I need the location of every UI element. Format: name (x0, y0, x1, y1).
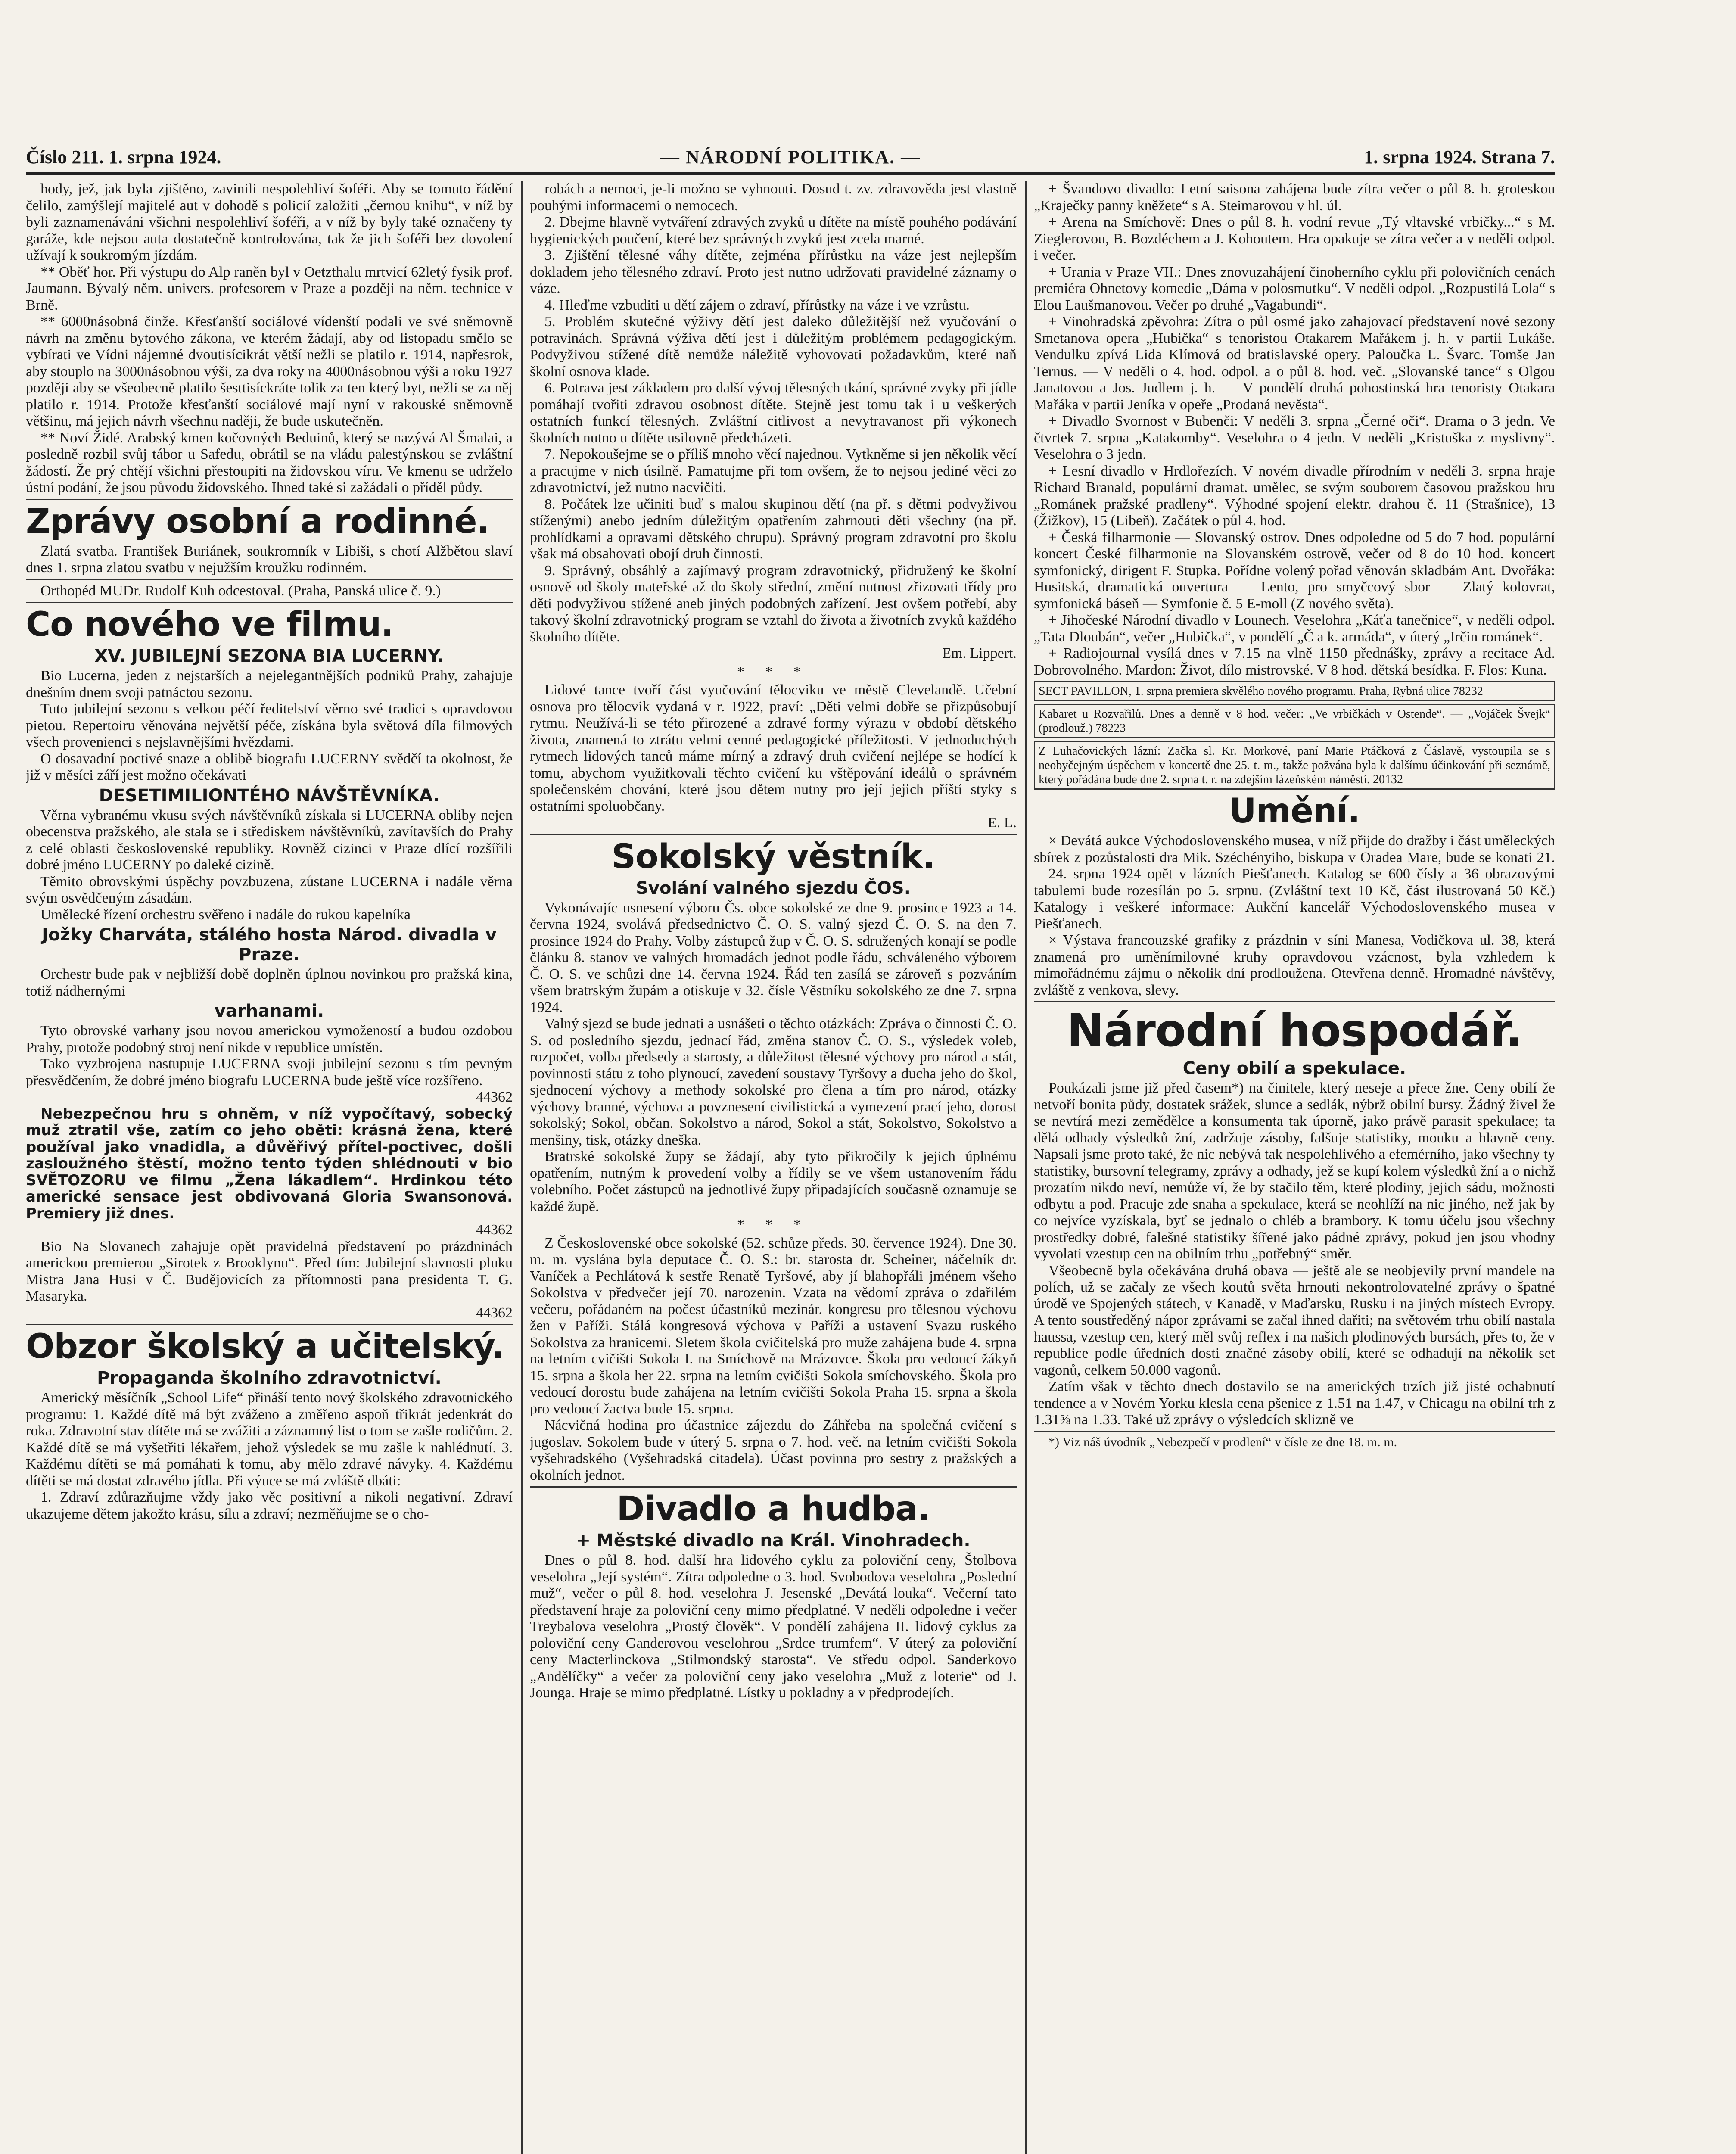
section-heading-film: Co nového ve filmu. (26, 605, 393, 644)
issue-number: Číslo 211. 1. srpna 1924. (26, 146, 221, 168)
lucerna-paragraph: Tako vyzbrojena nastupuje LUCERNA svoji jubilejní sezonu s tím pevným přesvědčením, že dobré jméno biografu LUCERNA bude ještě více rozšířeno. (26, 1056, 513, 1089)
ad-na-slovanech: Bio Na Slovanech zahajuje opět pravidelná představení po prázdninách americkou premierou „Sirotek z Brooklynu“. Před tím: Jubilejní slavnosti pluku Mistra Jana Husi v Č. Budějovicích za přítomnosti pana presidenta T. G. Masaryka. (26, 1238, 513, 1304)
article-intro: hody, jež, jak byla zjištěno, zavinili nespolehliví šoféři. Aby se tomuto řádění čelilo, zamýšlejí majitelé aut v dohodě s policií založiti „černou knihu“, v níž by byli zaznamenáváni všichni nespolehliví šoféři, a v níž by byly také označeny ty garáže, kde nejsou auta dostatečně kontrolována, tak že jich šoféři bez dovolení užívají k soukromým jízdám. (26, 181, 513, 263)
ad-code: 78232 (1453, 685, 1483, 698)
section-separator: * * * (737, 663, 809, 680)
divider (530, 834, 1017, 835)
lucerna-paragraph: Tuto jubilejní sezonu s velkou péčí ředitelství věrno své tradici s opravdovou pietou. Repertoiru věnována největší péče, získána byla světová díla filmových všech provenienci s nejslavnějšími hvězdami. (26, 701, 513, 750)
article-zlata-svatba: Zlatá svatba. František Buriánek, soukromník v Libiši, s chotí Alžbětou slaví dnes 1. srpna zlatou svatbu v nejužším kroužku rodinném. (26, 543, 513, 576)
masthead-title: — NÁRODNÍ POLITIKA. — (660, 146, 921, 168)
economy-paragraph: Poukázali jsme již před časem*) na činitele, který neseje a přece žne. Ceny obilí že netvoří bonita půdy, dostatek srážek, slunce a sedlák, nýbrž obilní bursy. Žádný živel že se nevtírá mezi zemědělce a konsumenta tak úporně, jako právě parasit spekulace; ta dělá odhady výsledků žní, zadržuje zásoby, falšuje statistiky, mouku a hlavně ceny. Napsali jsme proto také, že nic nebývá tak nespolehlivého a efemérního, jako všechny ty statistiky, bursovní telegramy, zprávy a odhady, jež se kupí kolem výsledků žní a o nichž prozatím nikdo neví, nemůže ví, že by stačilo těm, které plodiny, jejich sádu, možnosti odbytu a pod. Pracuje zde snaha a spekulace, která se neohlíží na nic jiného, než jak by co nejvíce vyzískala, byť se jednalo o chléb a brambory. K tomu účelu jsou všechny prostředky dobré, falešné statistiky šířené jako pádné zprávy, pokud jen jsou vhodny vyvolati vzestup cen na obilním trhu „potřebný“ směr. (1034, 1080, 1555, 1262)
section-heading-umeni: Umění. (1229, 792, 1360, 831)
footnote: *) Viz náš úvodník „Nebezpečí v prodlení“ v čísle ze dne 18. m. m. (1048, 1435, 1397, 1449)
subheading-mestske: + Městské divadlo na Král. Vinohradech. (576, 1531, 971, 1550)
subheading-lucerna: XV. JUBILEJNÍ SEZONA BIA LUCERNY. (94, 646, 444, 666)
article-novi-zide: ** Noví Židé. Arabský kmen kočovných Beduinů, který se nazývá Al Šmalai, a posledně rozbil svůj tábor u Safedu, obrátil se na vládu palestýnskou se zvláštní žádostí. Že prý chtějí všichni přestoupiti na židovskou víru. Ve kmenu se udrželo ústní podání, že jsou původu židovského. Ihned také si zažádali o příděl půdy. (26, 430, 513, 495)
article-vystava: × Výstava francouzské grafiky z prázdnin v síni Manesa, Vodičkova ul. 38, která znamená pro uměnímilovné kruhy opravdovou vzácnost, byla vzhledem k mimořádnému zájmu o několik dní prodloužena. Otevřena denně. Hromadné návštěvy, zvláště z venkova, slevy. (1034, 932, 1555, 998)
theatre-notice: + Radiojournal vysílá dnes v 7.15 na vlně 1150 přednášky, zprávy a recitace Ad. Dobrovolného. Mardon: Život, dílo mistrovské. V 8 hod. dětská besídka. F. Flos: Kuna. (1034, 645, 1555, 678)
article-cso: Z Československé obce sokolské (52. schůze předs. 30. července 1924). Dne 30. m. m. vyslána byla deputace Č. O. S.: br. starosta dr. Scheiner, náčelník dr. Vaníček a Pechlátová k sestře Renatě Tyršové, aby jí blahopřáli jménem všeho Sokolstva v předvečer její 70. narozenin. Vzata na vědomí zpráva o zdařilém večeru, pořádaném na počest účastníků mezinár. kongresu pro tělesnou výchovu žen v Paříži. Stálá kongresová výchova v Paříži a ustavení Svazu ruského Sokolstva za hranicemi. Sletem škola cvičitelská pro muže zahájena bude 4. srpna na letním cvičišti Sokola I. na Smíchově na Mrázovce. Škola pro vedoucí žákyň 15. srpna a škola her 22. srpna na letním cvičišti Sokola smíchovského. Škola pro vedoucí dorostu bude zahájena na letním cvičišti Sokola Praha 15. srpna a škola pro vedoucí žactva bude 15. srpna. (530, 1235, 1017, 1417)
author-signature: E. L. (987, 815, 1017, 831)
article-aukce: × Devátá aukce Východoslovenského musea, v níž přijde do dražby i část uměleckých sbírek z pozůstalosti dra Mik. Széchényiho, biskupa v Oradea Mare, bude se konati 21.—24. srpna 1924 opět v lázních Piešťanech. Katalog se 600 čísly a 36 obrazovými tabulemi bude rozesílán po 5. srpnu. (Zvláštní text 10 Kč, část ilustrovaná 50 Kč.) Katalogy i veškeré informace: Aukční kancelář Východoslovenského musea v Piešťanech. (1034, 833, 1555, 932)
economy-paragraph: Všeobecně byla očekávána druhá obava — ještě ale se neobjevily první mandele na polích, už se začaly ze všech koutů světa hrnouti nekontrolovatelné zprávy o špatné úrodě ve Spojených státech, v Kanadě, v Maďarsku, Rusku i na jiných místech Evropy. A tento soustředěný nápor zprávami se začal ihned dařiti; na světovém trhu obilí nastala haussa, vzestup cen, který měl svůj reflex i na našich plodinových bursách, přes to, že v republice podle úředních dosti značné zásoby obilí, které se odhadují na několik set vagonů, celkem 50.000 vagonů. (1034, 1262, 1555, 1378)
article-nacvicna: Nácvičná hodina pro účastnice zájezdu do Záhřeba na společná cvičení s jugoslav. Sokolem bude v úterý 5. srpna o 7. hod. več. na letním cvičišti Sokola vyšehradského (Vyšehradská citadela). Účast povinna pro sestry z pražských a okolních jednot. (530, 1417, 1017, 1483)
ad-luhacovice (1034, 741, 1555, 790)
section-heading-hospodar: Národní hospodář. (1067, 1004, 1522, 1057)
article-mestske-divadlo: Dnes o půl 8. hod. další hra lidového cyklu za poloviční ceny, Štolbova veselohra „Její systém“. Zítra odpoledne o 3. hod. Svobodova veselohra „Poslední muž“, večer o půl 8. hod. veselohra J. Jesenské „Devátá louka“. Večerní tato představení hraje za poloviční ceny mimo předplatné. V neděli odpoledne i večer Treybalova veselohra „Prostý člověk“. V pondělí zahájena II. lidový cyklus za poloviční ceny Ganderovou veselohrou „Srdce trumfem“. V úterý za poloviční ceny Macterlinckova „Stilmondský starosta“. Ve středu odpol. Sanderkovo „Andělíčky“ a večer za poloviční ceny jako veselohra „Muž z loterie“ od J. Joungа. Hraje se mimo předplatné. Lístky u pokladny a v předprodejích. (530, 1552, 1017, 1701)
school-point: 5. Problém skutečné výživy dětí jest daleko důležitější než vyučování o potravinách. Správná výživa dětí jest i důležitým problémem pedagogickým. Podvyživou stížené dítě nemůže náležitě vyhovovati požadavkům, které naň školní osnova klade. (530, 314, 1017, 380)
lucerna-emphasis: varhanami. (214, 1001, 324, 1021)
ad-sect-pavillon (1034, 681, 1555, 701)
subheading-propaganda: Propaganda školního zdravotnictví. (97, 1368, 442, 1388)
sokol-paragraph: Valný sjezd se bude jednati a usnášeti o těchto otázkách: Zpráva o činnosti Č. O. S. od posledního sjezdu, jednací řád, změna stanov Č. O. S., výsledek voleb, rozpočet, volba předsedy a starosty, a důležitost tělesné výchovy pro národ a stát, povinnosti státu z toho plynoucí, zavedení soustavy Tyršovy a ducha jeho do škol, sjednocení výchovy a methody sokolské pro člena a tím pro národ, otázky výchovy branné, výchova a povznesení civilistická a vymezení prací jeho, dorost sokolský; Sokol, občan. Sokolstvo a národ, Sokol a stát, Sokolstvo, Sokolstvo a menšiny, tisk, otázky dneška. (530, 1016, 1017, 1148)
ad-code: 78223 (1095, 722, 1126, 735)
section-separator: * * * (737, 1217, 809, 1233)
theatre-notice: + Urania v Praze VII.: Dnes znovuzahájení činoherního cyklu při polovičních cenách premiéra Ohnetovy komedie „Dáma v polosmutku“. V neděli odpol. „Rozpustilá Lola“ s Elou Laušmanovou. Večer po druhé „Vagabundi“. (1034, 264, 1555, 313)
lucerna-emphasis: Jožky Charváta, stálého hosta Národ. divadla v Praze. (42, 925, 497, 965)
sokol-paragraph: Bratrské sokolské župy se žádají, aby tyto přikročily k jejich úplnému opatřením, nutným k provedení volby a řídily se ve všem ustanovením řádu volebního. Počet zástupců na jednotlivé župy připadajících současně oznamuje se každé župě. (530, 1149, 1017, 1214)
column-rule-1 (521, 181, 523, 2154)
ad-code: 44362 (476, 1304, 513, 1321)
ad-text: Kabaret u Rozvařilů. Dnes a denně v 8 hod. večer: „Ve vrbičkách v Ostende“. — „Vojáček Švejk“ (prodlouž.) (1039, 707, 1550, 735)
theatre-notice: + Vinohradská zpěvohra: Zítra o půl osmé jako zahajovací představení nové sezony Smetanova opera „Hubička“ s tenoristou Otakarem Mařákem j. h. v partii Lukáše. Vendulku zpívá Lida Klímová od bratislavské opery. Paloučka L. Švarc. Tomše Jan Ternus. — V neděli o 4. hod. odpol. a o půl 8. hod. več. „Slovanské tance“ s Olgou Janatovou a Jos. Judlem j. h. — V pondělí druhá pohostinská hra tenoristy Otakara Mařáka v partii Jeníka v opeře „Prodaná nevěsta“. (1034, 314, 1555, 413)
section-heading-sokolsky: Sokolský věstník. (611, 837, 935, 876)
subheading-ceny-obili: Ceny obilí a spekulace. (1182, 1058, 1406, 1078)
subheading-svolani: Svolání valného sjezdu ČOS. (636, 878, 911, 898)
section-heading-zpravy: Zprávy osobní a rodinné. (26, 502, 489, 541)
column-3 (1034, 181, 1555, 2154)
divider (1034, 1431, 1555, 1432)
theatre-notice: + Švandovo divadlo: Letní saisona zahájena bude zítra večer o půl 8. h. groteskou „Kraječky panny kněžete“ s A. Steimarovou v hl. úl. (1034, 181, 1555, 214)
school-point: 8. Počátek lze učiniti buď s malou skupinou dětí (na př. s dětmi podvyživou stíženými) anebo jedním důležitým opatřením zahrnouti děti všechny (na př. prohlídkami a opravami dětského chrupu). Správný program zdravotní pro školu však má obsahovati obojí druh činnosti. (530, 496, 1017, 562)
divider (530, 1486, 1017, 1488)
economy-paragraph: Zatím však v těchto dnech dostavilo se na amerických trzích již jisté ochabnutí tendence a v Novém Yorku klesla cena pšenice z 1.51 na 1.47, v Chicagu na obilní trh z 1.31⅝ na 1.33. Také už zprávy o výsledcích sklizně ve (1034, 1379, 1555, 1428)
article-obet-hor: ** Oběť hor. Při výstupu do Alp raněn byl v Oetzthalu mrtvicí 62letý fysik prof. Jaumann. Bývalý něm. univers. profesorem v Praze a později na něm. technice v Brně. (26, 264, 513, 313)
school-point: 6. Potrava jest základem pro další vývoj tělesných tkání, správné zvyky při jídle pomáhají tvořiti zdravou osobnost dítěte. Stejně jest tomu tak i u veškerých ostatních funkcí tělesných. Zvláštní citlivost a nevytravanost při výkonech školních nutno u dítěte usilovně předcházeti. (530, 380, 1017, 446)
date-page: 1. srpna 1924. Strana 7. (1364, 146, 1555, 168)
ad-svetozor: Nebezpečnou hru s ohněm, v níž vypočítavý, sobecký muž ztratil vše, zatím co jeho oběti: krásná žena, které používal jako vnadidla, a důvěřivý přítel-poctivec, došli zasloužného štěstí, možno tento týden shlédnouti v bio SVĚTOZORU ve filmu „Žena lákadlem“. Hrdinkou této americké sensace jest obdivovaná Gloria Swansonová. Premiery již dnes. (26, 1105, 513, 1222)
theatre-notice: + Divadlo Svornost v Bubenči: V neděli 3. srpna „Černé oči“. Drama o 3 jedn. Ve čtvrtek 7. srpna „Katakomby“. Veselohra o 4 jedn. V neděli „Kristuška z myslivny“. Veselohra o 3 jedn. (1034, 413, 1555, 462)
ad-text: SECT PAVILLON, 1. srpna premiera skvělého nového programu. Praha, Rybná ulice (1039, 685, 1450, 698)
theatre-notice: + Česká filharmonie — Slovanský ostrov. Dnes odpoledne od 5 do 7 hod. populární koncert České filharmonie na Slovanském ostrově, večer od 8 do 10 hod. koncert symfonický, dirigent F. Stupka. Pořídne volený pořad věnován skladbám Ant. Dvořáka: Husitská, dramatická ouvertura — Lento, pro smyčcový sbor — Zlatý kolovrat, symfonická báseň — Symfonie č. 5 E-moll (Z nového světa). (1034, 529, 1555, 612)
lucerna-paragraph: Bio Lucerna, jeden z nejstarších a nejelegantnějších podniků Prahy, zahajuje dnešním dnem svoji patnáctou sezonu. (26, 668, 513, 700)
divider (1034, 1001, 1555, 1002)
column-1 (26, 181, 513, 2154)
column-rule-2 (1025, 181, 1027, 2154)
school-point: 4. Hleďme vzbuditi u dětí zájem o zdraví, přírůstky na váze i ve vzrůstu. (544, 297, 970, 313)
sokol-paragraph: Vykonávajíc usnesení výboru Čs. obce sokolské ze dne 9. prosince 1923 a 14. června 1924, svolává předsednictvo Č. O. S. valný sjezd Č. O. S. na den 7. prosince 1924 do Prahy. Volby zástupců žup v Č. O. S. sdružených konají se podle článku 8. stanov ve valných hromadách jednot podle řádu, schváleného výborem Č. O. S. ve schůzi dne 14. června 1924. Řád ten zasílá se zároveň s pozváním všem bratrským župám a otiskuje v 32. čísle Věstníku sokolského ze dne 7. srpna 1924. (530, 900, 1017, 1015)
theatre-notice: + Arena na Smíchově: Dnes o půl 8. h. vodní revue „Tý vltavské vrbičky...“ s M. Zieglerovou, B. Bozdéchem a J. Kohoutem. Hra opakuje se zítra večer a v neděli odpol. i večer. (1034, 214, 1555, 263)
lucerna-paragraph: Věrna vybranému vkusu svých návštěvníků získala si LUCERNA obliby nejen obecenstva pražského, ale stala se i střediskem návštěvníků, zavítavších do Prahy z celé oblasti československé republiky. Rovněž cizinci v Praze dlící rozšířili dobré jméno LUCERNY po daleké cizině. (26, 807, 513, 873)
article-6000-cinze: ** 6000násobná činže. Křesťanští sociálové vídenští podali ve své sněmovně návrh na změnu bytového zákona, ve kterém žádají, aby od listopadu smělo se vybírati ve Vídni nájemné dvoutisícikrát větší nežli se platilo r. 1914, napřesrok, aby stouplo na 3000násobnou výši, za dva roky na 4000násobnou výši a roku 1927 později aby se všeobecně platilo šesttisíckráte tolik za ten který byt, nežli se za něj platilo r. 1914. Protože křesťanští sociálové mají nyní v rakouské sněmovně většinu, má jejich návrh všechnu naději, že bude uskutečněn. (26, 314, 513, 429)
notice-orthoped: Orthopéd MUDr. Rudolf Kuh odcestoval. (Praha, Panská ulice č. 9.) (40, 582, 441, 599)
divider (26, 499, 513, 500)
article-school-life: Americký měsíčník „School Life“ přináší tento nový školského zdravotnického programu: 1. Každé dítě má být zváženo a změřeno aspoň třikrát jedenkrát do roka. Zdravotní stav dítěte má se zvážiti a záznamný list o tom se zašle rodičům. 2. Každé dítě se má vyšetřiti lékařem, jehož výsledek se mu zašle k nahlédnutí. 3. Každému dítěti se má pomáhati k tomu, aby mělo zdravé návyky. 4. Každému dítěti se má dostat zdravého jídla. Při výuce se má zvláště dbáti: (26, 1390, 513, 1489)
theatre-notice: + Lesní divadlo v Hrdlořezích. V novém divadle přírodním v neděli 3. srpna hraje Richard Branald, populární dramat. umělec, se svým souborem časovou pražskou hru „Románek pražské pradleny“. Výhodné spojení elektr. drahou č. 11 (Strašnice), 13 (Žižkov), 15 (Libeň). Začátek o půl 4. hod. (1034, 463, 1555, 529)
school-point: 7. Nepokoušejme se o příliš mnoho věcí najednou. Vytkněme si jen několik věcí a pracujme v nich úsilně. Pamatujme při tom ovšem, že to nejsou jediné věci zo zdravotnictví, jež nutno nacvičiti. (530, 446, 1017, 495)
lucerna-paragraph: Těmito obrovskými úspěchy povzbuzena, zůstane LUCERNA i nadále věrna svým osvědčeným zásadám. (26, 873, 513, 906)
theatre-notice: + Jihočeské Národní divadlo v Lounech. Veselohra „Káťa tanečnice“, v neděli odpol. „Tata Dloubán“, večer „Hubička“, v pondělí „Č a k. armáda“, v úterý „Irčin románek“. (1034, 612, 1555, 645)
school-point: 9. Správný, obsáhlý a zajímavý program zdravotnický, přidružený ke školní osnově od školy mateřské až do školy střední, změní nutnost zřizovati třídy pro děti podvyživou stížené aneb jiných podobných zařízení. Jest ovšem potřebí, aby takový školní zdravotnický program se vztahl do života a životních zvyků každého školního dítěte. (530, 562, 1017, 645)
school-continued: robách a nemoci, je-li možno se vyhnouti. Dosud t. zv. zdravověda jest vlastně pouhými informacemi o nemocech. (530, 181, 1017, 214)
school-point: 2. Dbejme hlavně vytváření zdravých zvyků u dítěte na místě pouhého podávání hygienických poučení, které bez správných zvyků jest zcela marné. (530, 214, 1017, 247)
ad-rozvarilu (1034, 704, 1555, 738)
divider (26, 602, 513, 603)
divider (26, 1324, 513, 1325)
column-2 (530, 181, 1017, 2154)
ad-code: 44362 (476, 1089, 513, 1105)
ad-code: 44362 (476, 1222, 513, 1238)
ad-code: 20132 (1372, 773, 1403, 786)
page-header (26, 138, 1555, 175)
divider (26, 579, 513, 580)
lucerna-paragraph: O dosavadní poctivé snaze a oblibě biografu LUCERNY svědčí ta okolnost, že již v měsíci září jest možno očekávati (26, 750, 513, 783)
lucerna-paragraph: Umělecké řízení orchestru svěřeno i nadále do rukou kapelníka (40, 906, 411, 923)
author-signature: Em. Lippert. (942, 645, 1017, 661)
lucerna-paragraph: Orchestr bude pak v nejbližší době doplněn úplnou novinkou pro pražská kina, totiž nádhernými (26, 966, 513, 999)
school-point: 3. Zjištění tělesné váhy dítěte, zejména přírůstku na váze jest nejlepším dokladem jeho tělesného zdraví. Proto jest nutno udržovati pravidelné záznamy o váze. (530, 247, 1017, 296)
lucerna-paragraph: Tyto obrovské varhany jsou novou americkou vymožeností a budou ozdobou Prahy, protože podobný stroj není nikde v republice umístěn. (26, 1023, 513, 1055)
section-heading-skolsky: Obzor školský a učitelský. (26, 1327, 504, 1366)
ad-text: Z Luhačovických lázní: Začka sl. Kr. Morkové, paní Marie Ptáčková z Čáslavě, vystoupila se s neobyčejným úspěchem v koncertě dne 25. t. m., takže požvána byla k dalšímu účinkování při seznámě, který pořádána bude dne 2. srpna t. r. na zdejším lázeňském náměstí. (1039, 744, 1550, 786)
article-school-life-2: 1. Zdraví zdůrazňujme vždy jako věc positivní a nikoli negativní. Zdraví ukazujeme dětem jakožto krásu, sílu a zdraví; nezměňujme se o cho- (26, 1489, 513, 1522)
section-heading-divadlo: Divadlo a hudba. (616, 1490, 930, 1528)
lucerna-emphasis: DESETIMILIONTÉHO NÁVŠTĚVNÍKA. (99, 785, 440, 806)
article-lidove-tance: Lidové tance tvoří část vyučování tělocviku ve městě Clevelandě. Učební osnova pro tělocvik vydaná v r. 1922, praví: „Děti velmi dobře se přizpůsobují rytmu. Neužívá-li se této přirozené a zdravé formy výrazu v období dětského života, znamená to ztrátu velmi cenné pedagogické příležitosti. V jednoduchých rytmech lidových tanců máme mírný a zdravý druh cvičení nejlépe se hodící k tomu, abychom využitkovali těchto cvičení ku vštěpování ideálů o správném společenském chování, které jsou dětem nutny pro její jejich příští styky s ostatními spoluobčany. (530, 682, 1017, 814)
